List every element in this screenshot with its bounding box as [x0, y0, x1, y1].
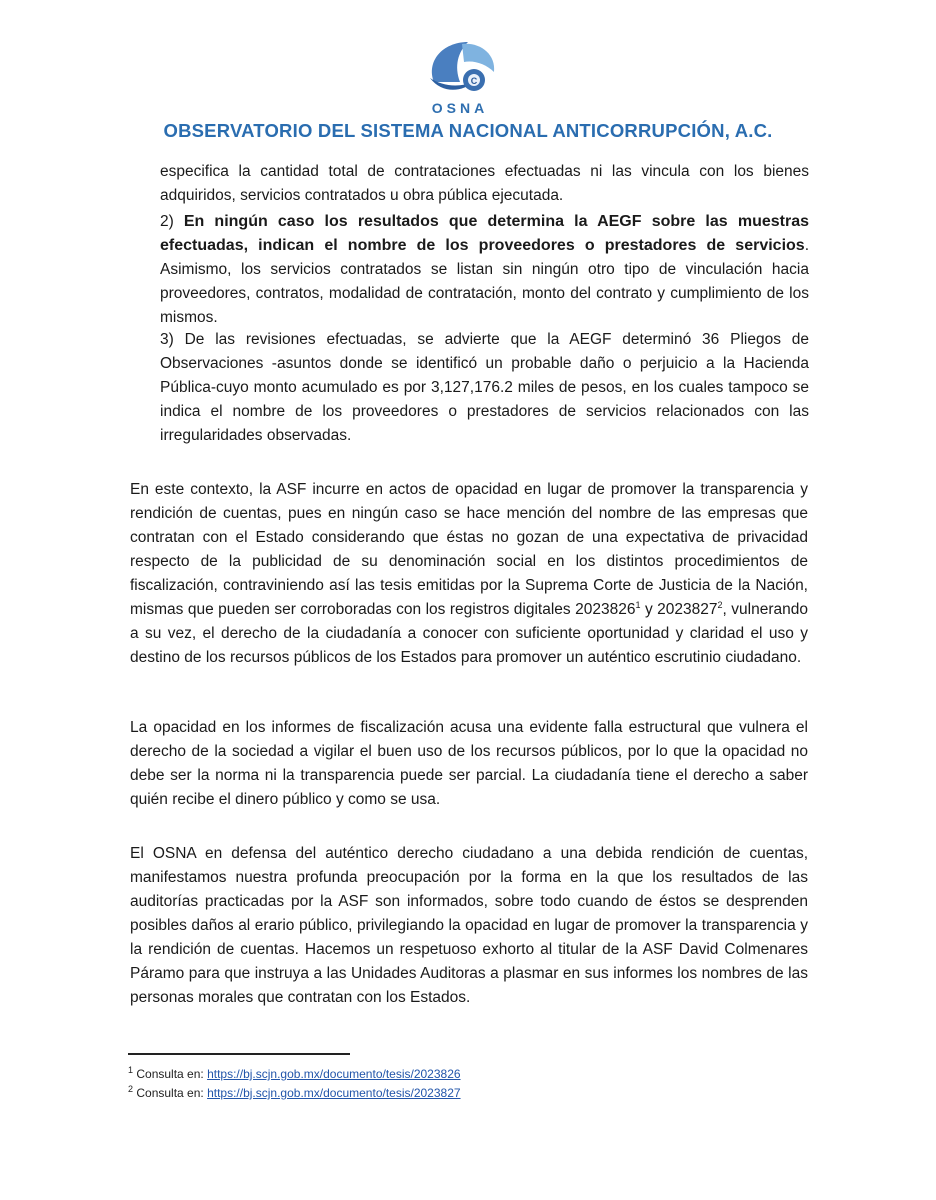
- osna-logo-icon: [418, 38, 502, 100]
- paragraph-context-text: [130, 478, 808, 670]
- svg-text:C: C: [470, 76, 478, 86]
- footnote-2-link[interactable]: https://bj.scjn.gob.mx/documento/tesis/2023827: [207, 1086, 461, 1100]
- footnote-1-label: Consulta en:: [133, 1067, 208, 1081]
- footnote-1-link[interactable]: https://bj.scjn.gob.mx/documento/tesis/2023826: [207, 1067, 461, 1081]
- paragraph-opacity: [130, 716, 808, 812]
- footnote-ref-1[interactable]: 1: [635, 599, 641, 610]
- list-item-3-text: 3) De las revisiones efectuadas, se advierte que la AEGF determinó 36 Pliegos de Observaciones -asuntos donde se identificó un probable daño o perjuicio a la Hacienda Pública-cuyo monto acumulado es por 3,127,176.2 miles de pesos, en los cuales tampoco se indica el nombre de los proveedores o prestadores de servicios relacionados con las irregularidades observadas.: [160, 331, 809, 444]
- paragraph-context: [130, 478, 808, 670]
- list-item-2-body: Asimismo, los servicios contratados se listan sin ningún otro tipo de vinculación hacia proveedores, contratos, modalidad de contratación, monto del contrato y cumplimiento de los mismos.: [160, 261, 809, 326]
- list-item-2: [160, 210, 809, 330]
- footnote-ref-2[interactable]: 2: [717, 599, 723, 610]
- paragraph-osna-text: El OSNA en defensa del auténtico derecho ciudadano a una debida rendición de cuentas, manifestamos nuestra profunda preocupación por la forma en la que los resultados de las auditorías practicadas por la ASF son informados, sobre todo cuando de éstos se desprenden posibles daños al erario público, privilegiando la opacidad en lugar de promover la transparencia y la rendición de cuentas. Hacemos un respetuoso exhorto al titular de la ASF David Colmenares Páramo para que instruya a las Unidades Auditoras a plasmar en sus informes los nombres de las personas morales que contratan con los Estados.: [130, 845, 808, 1006]
- footnote-1-number: 1: [128, 1065, 134, 1075]
- paragraph-opacity-text: La opacidad en los informes de fiscalización acusa una evidente falla estructural que vulnera el derecho de la sociedad a vigilar el buen uso de los recursos públicos, por lo que la opacidad no debe ser la norma ni la transparencia puede ser parcial. La ciudadanía tiene el derecho a saber quién recibe el dinero público y como se usa.: [130, 719, 808, 808]
- list-item-2-bold-text: En ningún caso los resultados que determina la AEGF sobre las muestras efectuadas, indican el nombre de los proveedores o prestadores de servicios: [160, 213, 809, 254]
- list-item-1-text: especifica la cantidad total de contrataciones efectuadas ni las vincula con los bienes adquiridos, servicios contratados u obra pública ejecutada.: [160, 163, 809, 204]
- footnote-2-label: Consulta en:: [133, 1086, 208, 1100]
- paragraph-context-part-a: En este contexto, la ASF incurre en actos de opacidad en lugar de promover la transparencia y rendición de cuentas, pues en ningún caso se hace mención del nombre de las empresas que contratan con el Estado considerando que éstas no gozan de una expectativa de privacidad respecto de la publicidad de su denominación social en los distintos procedimientos de fiscalización, contraviniendo así las tesis emitidas por la Suprema Corte de Justicia de la Nación, mismas que pueden ser corroboradas con los registros digitales 2023826: [130, 481, 808, 618]
- paragraph-osna: [130, 842, 808, 1010]
- list-item-1-continuation: [160, 160, 809, 208]
- organization-title: OBSERVATORIO DEL SISTEMA NACIONAL ANTICORRUPCIÓN, A.C.: [163, 120, 773, 141]
- footnote-1: [128, 1066, 461, 1082]
- osna-logo: [418, 38, 502, 120]
- paragraph-context-part-c: , vulnerando a su vez, el derecho de la ciudadanía a conocer con suficiente oportunidad y claridad el uso y destino de los recursos públicos de los Estados para promover un auténtico escrutinio ciudadano.: [130, 601, 808, 666]
- list-item-2-number: 2): [160, 213, 184, 230]
- footnote-divider: [128, 1053, 350, 1055]
- footnote-2: [128, 1085, 461, 1101]
- paragraph-context-part-b: y 2023827: [640, 601, 718, 618]
- logo-text: OSNA: [431, 100, 489, 116]
- list-item-3: [160, 328, 809, 448]
- footnote-2-number: 2: [128, 1084, 134, 1094]
- list-item-2-period: .: [804, 237, 809, 254]
- list-item-2-text: [160, 210, 809, 330]
